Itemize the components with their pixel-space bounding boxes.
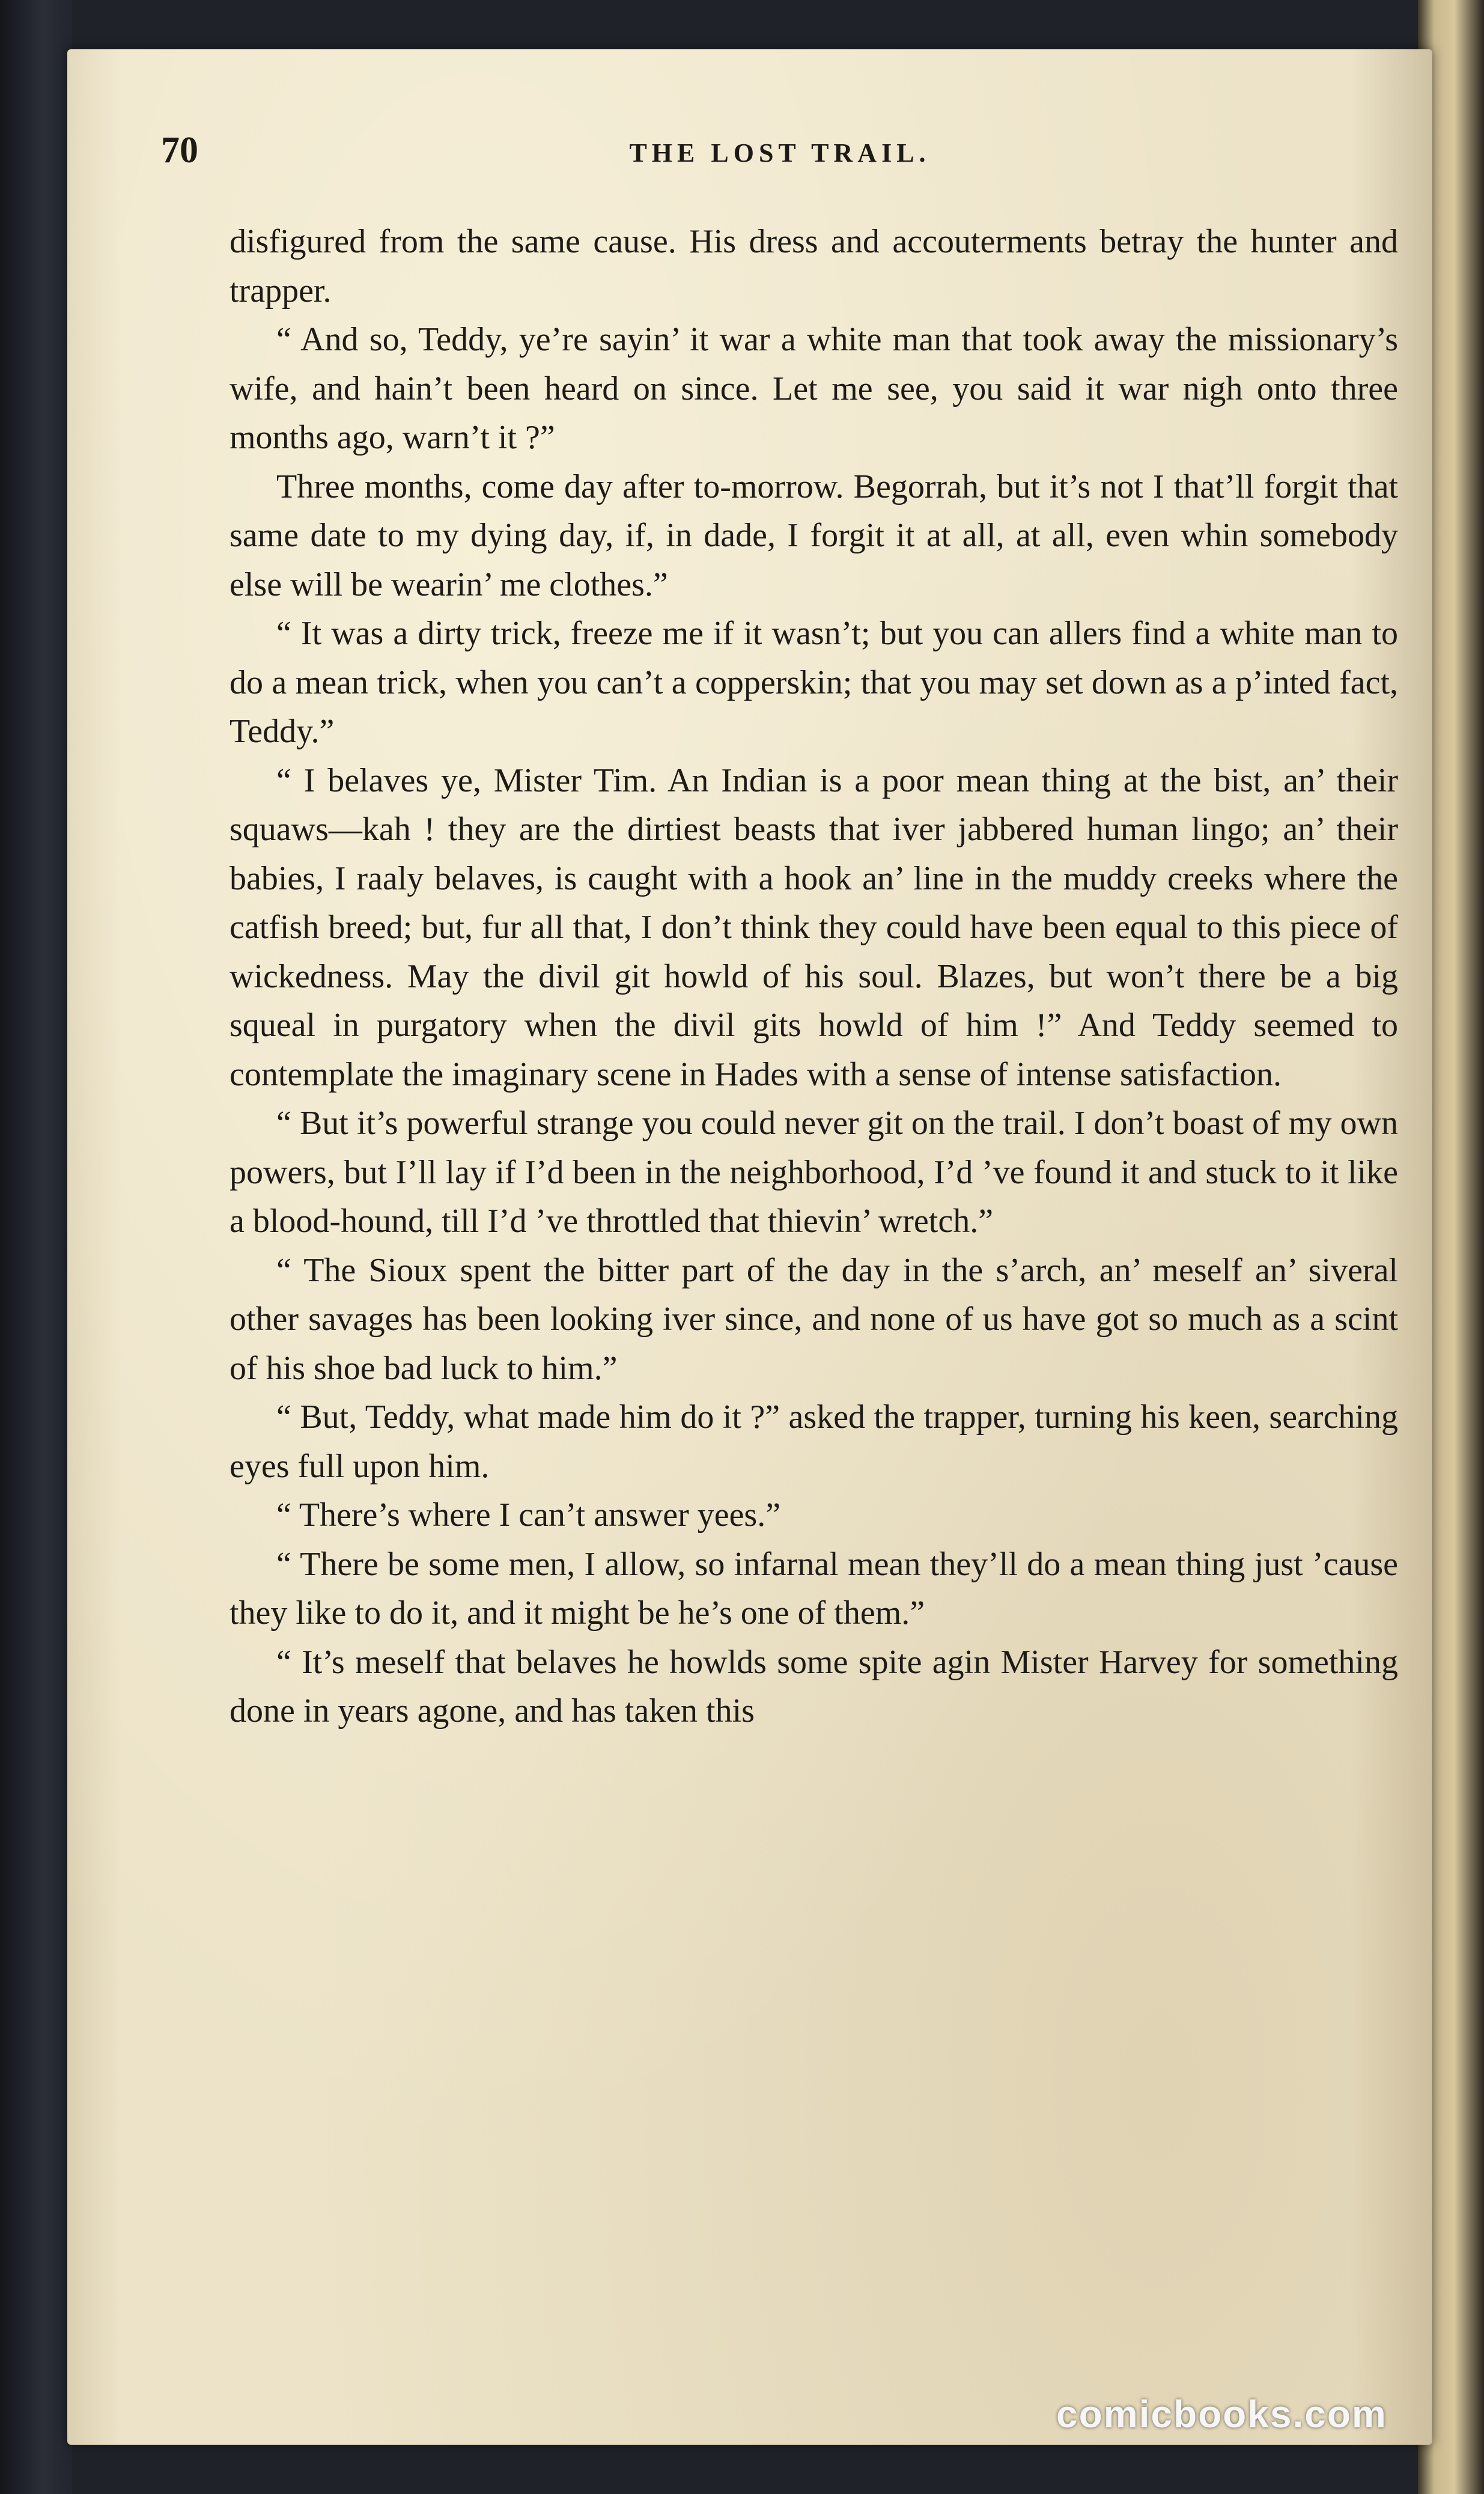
page-header <box>161 129 1399 177</box>
running-head: THE LOST TRAIL. <box>629 138 931 168</box>
paragraph: disfigured from the same cause. His dress and accouterments betray the hunter and trapper. <box>230 223 1398 309</box>
book-spine <box>0 0 72 2494</box>
paragraph: “ There’s where I can’t answer yees.” <box>276 1496 781 1534</box>
page-number: 70 <box>161 130 198 171</box>
paragraph: Three months, come day after to-morrow. Begorrah, but it’s not I that’ll forgit that same date to my dying day, if, in dade, I forgit it at all, at all, even whin somebody else will be wearin’ me clothes.” <box>230 468 1398 603</box>
paragraph: “ But, Teddy, what made him do it ?” asked the trapper, turning his keen, searching eyes full upon him. <box>230 1398 1398 1485</box>
paragraph: “ There be some men, I allow, so infarnal mean they’ll do a mean thing just ’cause they like to do it, and it might be he’s one of them.” <box>230 1545 1398 1632</box>
paragraph: “ It’s meself that belaves he howlds some spite agin Mister Harvey for something done in years agone, and has taken this <box>230 1643 1398 1730</box>
paragraph: “ The Sioux spent the bitter part of the day in the s’arch, an’ meself an’ siveral other savages has been looking iver since, and none of us have got so much as a scint of his shoe bad luck to him.” <box>230 1251 1398 1387</box>
watermark: comicbooks.com <box>1056 2392 1387 2436</box>
paragraph: “ And so, Teddy, ye’re sayin’ it war a white man that took away the missionary’s wife, and hain’t been heard on since. Let me see, you said it war nigh onto three months ago, warn’t it ?” <box>230 321 1398 456</box>
paragraph: “ It was a dirty trick, freeze me if it wasn’t; but you can allers find a white man to do a mean trick, when you can’t a copperskin; that you may set down as a p’inted fact, Teddy.” <box>230 615 1398 750</box>
paragraph: “ But it’s powerful strange you could never git on the trail. I don’t boast of my own powers, but I’ll lay if I’d been in the neighborhood, I’d ’ve found it and stuck to it like a blood-hound, till I’d ’ve throttled that thievin’ wretch.” <box>230 1105 1398 1240</box>
body-text <box>230 218 1398 1736</box>
paragraph: “ I belaves ye, Mister Tim. An Indian is a poor mean thing at the bist, an’ their squaws—kah ! they are the dirtiest beasts that iver jabbered human lingo; an’ their babies, I raaly belaves, is caught with a hook an’ line in the muddy creeks where the catfish breed; but, fur all that, I don’t think they could have been equal to this piece of wickedness. May the divil git howld of his soul. Blazes, but won’t there be a big squeal in purgatory when the divil gits howld of him !” And Teddy seemed to contemplate the imaginary scene in Hades with a sense of intense satisfaction. <box>230 761 1398 1093</box>
